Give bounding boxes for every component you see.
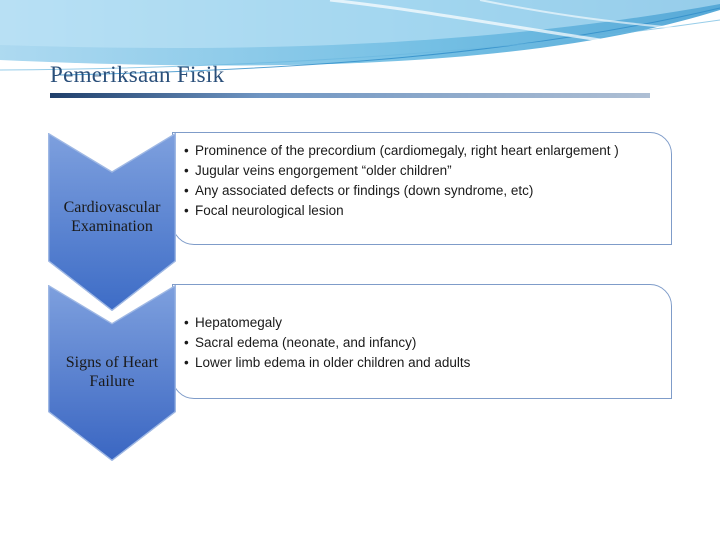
slide-title: Pemeriksaan Fisik (50, 62, 225, 87)
cardiovascular-label: Cardiovascular Examination (63, 199, 161, 235)
list-item: • Prominence of the precordium (cardiomegaly, right heart enlargement ) (173, 141, 671, 161)
cardiovascular-panel (172, 132, 672, 245)
list-item: • Lower limb edema in older children and adults (173, 353, 671, 373)
heart-failure-panel (172, 284, 672, 399)
list-item: • Jugular veins engorgement “older children” (173, 161, 671, 181)
list-item: • Hepatomegaly (173, 313, 671, 333)
list-item: • Focal neurological lesion (173, 201, 671, 221)
heart-failure-label: Signs of Heart Failure (65, 354, 159, 390)
list-item: • Any associated defects or findings (down syndrome, etc) (173, 181, 671, 201)
title-underline (50, 93, 650, 98)
cardiovascular-list (173, 133, 671, 221)
list-item: • Sacral edema (neonate, and infancy) (173, 333, 671, 353)
heart-failure-list (173, 285, 671, 373)
